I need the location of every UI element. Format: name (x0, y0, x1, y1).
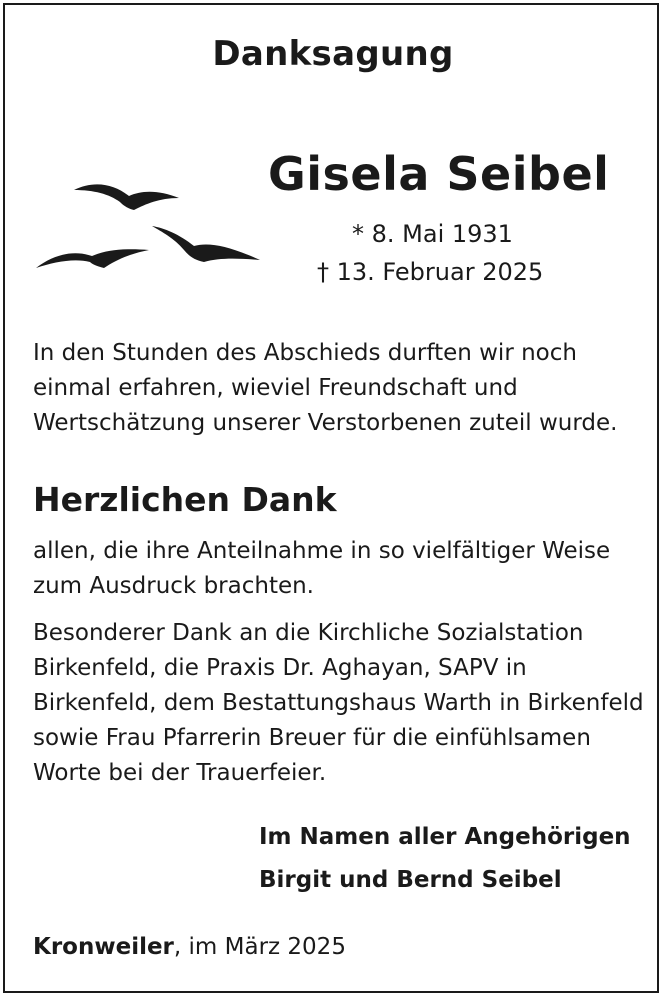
text-line: Besonderer Dank an die Kirchliche Sozialstation (33, 620, 584, 646)
notice-date: , im März 2025 (173, 934, 346, 960)
special-thanks-paragraph (33, 616, 643, 791)
text-line: sowie Frau Pfarrerin Breuer für die einfühlsamen (33, 725, 591, 751)
signature-line: Im Namen aller Angehörigen (259, 824, 631, 850)
death-date: † 13. Februar 2025 (317, 258, 544, 286)
text-line: einmal erfahren, wieviel Freundschaft und (33, 375, 518, 401)
flying-birds-icon (34, 176, 268, 276)
text-line: Worte bei der Trauerfeier. (33, 760, 327, 786)
text-line: Birkenfeld, die Praxis Dr. Aghayan, SAPV in (33, 655, 527, 681)
notice-heading: Danksagung (212, 34, 454, 74)
text-line: allen, die ihre Anteilnahme in so vielfältiger Weise (33, 538, 611, 564)
intro-paragraph (33, 336, 643, 441)
place-name: Kronweiler (33, 934, 174, 960)
deceased-name: Gisela Seibel (268, 147, 610, 201)
text-line: In den Stunden des Abschieds durften wir noch (33, 340, 577, 366)
place-and-date (33, 934, 346, 960)
thanks-paragraph (33, 534, 643, 604)
signature-names: Birgit und Bernd Seibel (259, 867, 562, 893)
text-line: Wertschätzung unserer Verstorbenen zuteil wurde. (33, 410, 618, 436)
text-line: zum Ausdruck brachten. (33, 573, 314, 599)
thanks-heading: Herzlichen Dank (33, 480, 337, 519)
text-line: Birkenfeld, dem Bestattungshaus Warth in Birkenfeld (33, 690, 644, 716)
birth-date: * 8. Mai 1931 (352, 220, 513, 248)
